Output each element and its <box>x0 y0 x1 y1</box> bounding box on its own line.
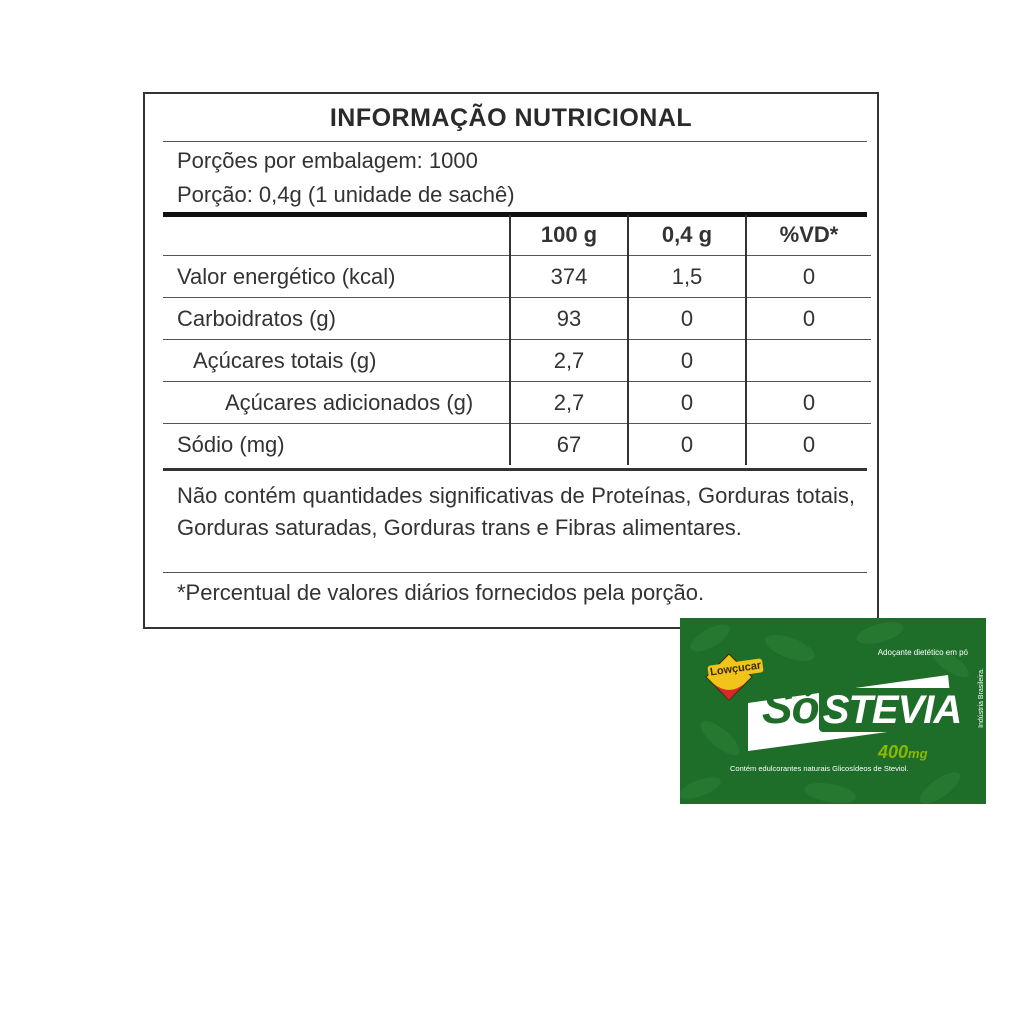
footnote: *Percentual de valores diários fornecidos pela porção. <box>177 580 705 605</box>
row-label: Açúcares adicionados (g) <box>163 382 510 424</box>
strength-value: 400 <box>878 742 909 762</box>
row-value-100g: 67 <box>510 424 628 466</box>
brand-so: Só <box>762 681 819 733</box>
table-row <box>163 382 871 424</box>
nutrition-table <box>163 215 871 465</box>
nutrition-label <box>143 92 879 629</box>
table-row <box>163 424 871 466</box>
product-strength <box>878 742 928 763</box>
table-row <box>163 298 871 340</box>
row-value-100g: 2,7 <box>510 340 628 382</box>
product-package <box>680 618 986 804</box>
row-value-100g: 93 <box>510 298 628 340</box>
strength-unit: mg <box>908 746 928 761</box>
row-value-portion: 1,5 <box>628 256 746 298</box>
row-label: Sódio (mg) <box>177 431 285 457</box>
brand-name <box>762 680 965 734</box>
servings-per-package: Porções por embalagem: 1000 <box>177 148 478 173</box>
row-value-100g: 2,7 <box>510 382 628 424</box>
not-significant-note: Não contém quantidades significativas de Proteínas, Gorduras totais, Gorduras saturadas, Gorduras trans e Fibras alimentares. <box>177 483 855 540</box>
divider <box>163 141 867 142</box>
divider <box>163 572 867 573</box>
table-row <box>163 256 871 298</box>
row-label: Valor energético (kcal) <box>163 256 510 298</box>
header-cell-vd: %VD* <box>746 215 871 256</box>
row-value-portion: 0 <box>628 298 746 340</box>
row-value-portion: 0 <box>628 340 746 382</box>
row-label: Carboidratos (g) <box>163 298 510 340</box>
serving-size: Porção: 0,4g (1 unidade de sachê) <box>177 182 515 207</box>
row-value-vd <box>746 340 871 382</box>
row-label: Açúcares totais (g) <box>163 340 510 382</box>
header-cell-100g: 100 g <box>510 215 628 256</box>
table-header-row <box>163 215 871 256</box>
row-value-vd: 0 <box>746 298 871 340</box>
header-cell-empty <box>163 215 510 256</box>
table-row <box>163 340 871 382</box>
row-value-vd: 0 <box>746 424 871 466</box>
label-title: INFORMAÇÃO NUTRICIONAL <box>329 104 693 132</box>
row-value-portion: 0 <box>628 424 746 466</box>
brand-stevia: STEVIA <box>819 688 965 732</box>
header-cell-portion: 0,4 g <box>628 215 746 256</box>
origin-text: Indústria Brasileira. <box>978 668 985 728</box>
divider <box>163 468 867 471</box>
row-value-portion: 0 <box>628 382 746 424</box>
row-value-vd: 0 <box>746 256 871 298</box>
row-value-100g: 374 <box>510 256 628 298</box>
logo-text: Lowçucar <box>707 658 764 680</box>
product-description: Contém edulcorantes naturais Glicosídeos de Steviol. <box>730 764 909 773</box>
product-subtitle: Adoçante dietético em pó <box>877 648 968 657</box>
row-value-vd: 0 <box>746 382 871 424</box>
